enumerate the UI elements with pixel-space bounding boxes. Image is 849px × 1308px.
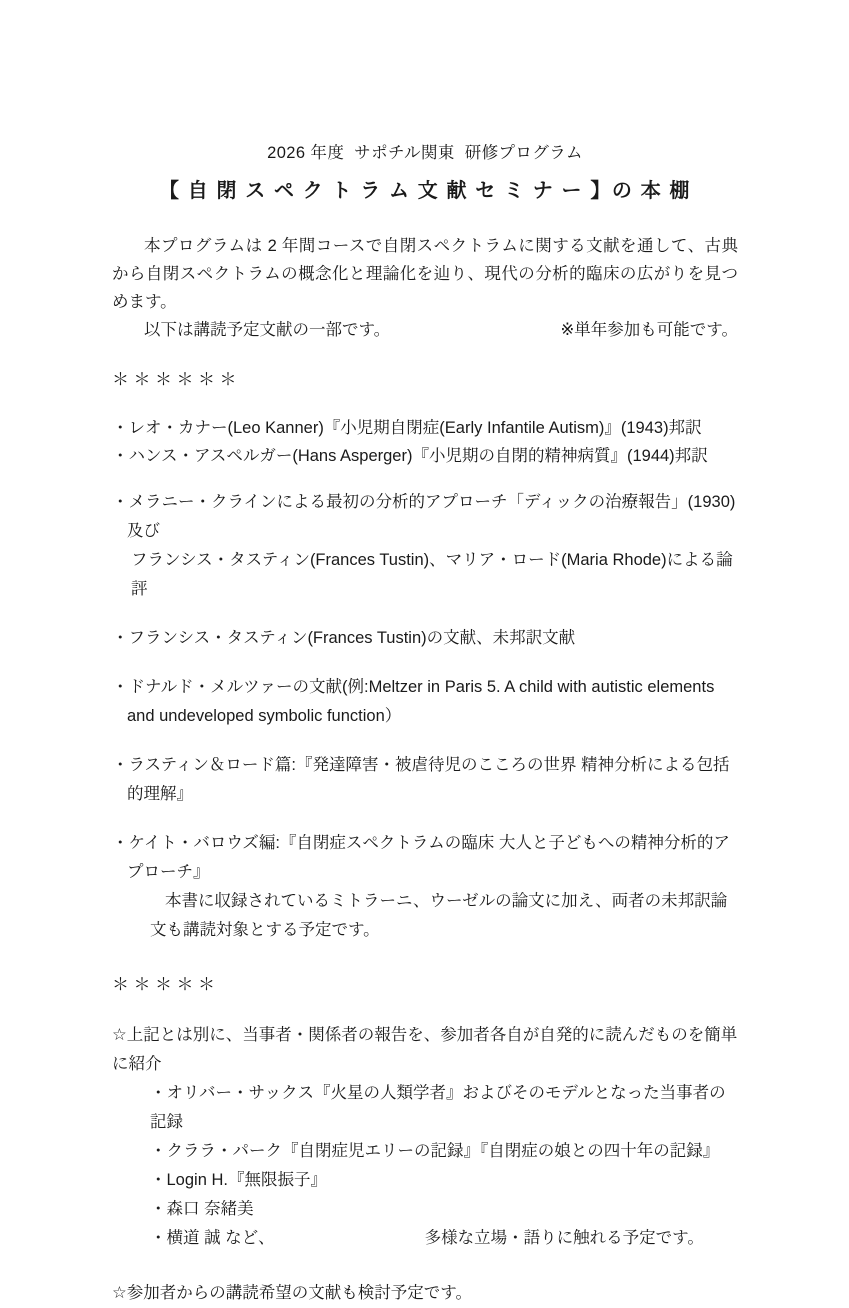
reference-line: ・ケイト・バロウズ編:『自閉症スペクトラムの臨床 大人と子どもへの精神分析的アプローチ』	[112, 834, 730, 881]
reference-line: ・ドナルド・メルツァーの文献(例:Meltzer in Paris 5. A child with autistic elements and undeveloped symbolic function）	[112, 678, 715, 725]
list-item: ・オリバー・サックス『火星の人類学者』およびそのモデルとなった当事者の記録	[150, 1084, 726, 1131]
reference-entry	[112, 829, 738, 945]
reference-entry	[112, 751, 738, 809]
reference-entry	[112, 624, 738, 653]
divider-asterisks-top: ＊＊＊＊＊＊	[112, 370, 241, 389]
intro-lead-row	[112, 316, 738, 344]
document-content	[112, 140, 738, 1308]
extra-section-heading: ☆上記とは別に、当事者・関係者の報告を、参加者各自が自発的に読んだものを簡単に紹介	[112, 1026, 738, 1073]
divider-asterisks-bottom: ＊＊＊＊＊	[112, 975, 220, 994]
page-title: 【 自 閉 ス ペ ク ト ラ ム 文 献 セ ミ ナ ー 】の 本 棚	[158, 180, 692, 202]
reference-entry	[112, 673, 738, 731]
closing-note: ☆参加者からの講読希望の文献も検討予定です。	[112, 1284, 472, 1302]
list-item-label: ・横道 誠 など、	[150, 1229, 275, 1247]
list-item-trailing-text: 多様な立場・語りに触れる予定です。	[424, 1229, 704, 1247]
intro-paragraph: 本プログラムは 2 年間コースで自閉スペクトラムに関する文献を通して、古典から自閉スペクトラムの概念化と理論化を辿り、現代の分析的臨床の広がりを見つめます。	[112, 237, 738, 311]
list-item	[112, 1224, 738, 1253]
reference-line: ・メラニー・クラインによる最初の分析的アプローチ「ディックの治療報告」(1930)及び	[112, 493, 736, 540]
reference-note-line: 本書に収録されているミトラーニ、ウーゼルの論文に加え、両者の未邦訳論文も講読対象とする予定です。	[150, 892, 728, 939]
reference-line: ・ラスティン＆ロード篇:『発達障害・被虐待児のこころの世界 精神分析による包括的理解』	[112, 756, 730, 803]
intro-lead-text: 以下は講読予定文献の一部です。	[144, 321, 391, 339]
reference-line: ・ハンス・アスペルガー(Hans Asperger)『小児期の自閉的精神病質』(1944)邦訳	[112, 447, 708, 465]
list-item: ・クララ・パーク『自閉症児エリーの記録』『自閉症の娘との四十年の記録』	[150, 1142, 720, 1160]
reference-line: ・レオ・カナー(Leo Kanner)『小児期自閉症(Early Infantile Autism)』(1943)邦訳	[112, 419, 702, 437]
reference-entry	[112, 488, 738, 604]
reference-entry	[112, 414, 738, 470]
list-item: ・Login H.『無限振子』	[150, 1171, 327, 1189]
reference-continuation-line: フランシス・タスティン(Frances Tustin)、マリア・ロード(Maria Rhode)による論評	[131, 551, 733, 598]
extra-section	[112, 1021, 738, 1253]
list-item: ・森口 奈緒美	[150, 1200, 254, 1218]
document-subtitle: 2026 年度 サポチル関東 研修プログラム	[267, 144, 583, 162]
intro-note-text: ※単年参加も可能です。	[560, 321, 738, 339]
reference-line: ・フランシス・タスティン(Frances Tustin)の文献、未邦訳文献	[112, 629, 576, 647]
